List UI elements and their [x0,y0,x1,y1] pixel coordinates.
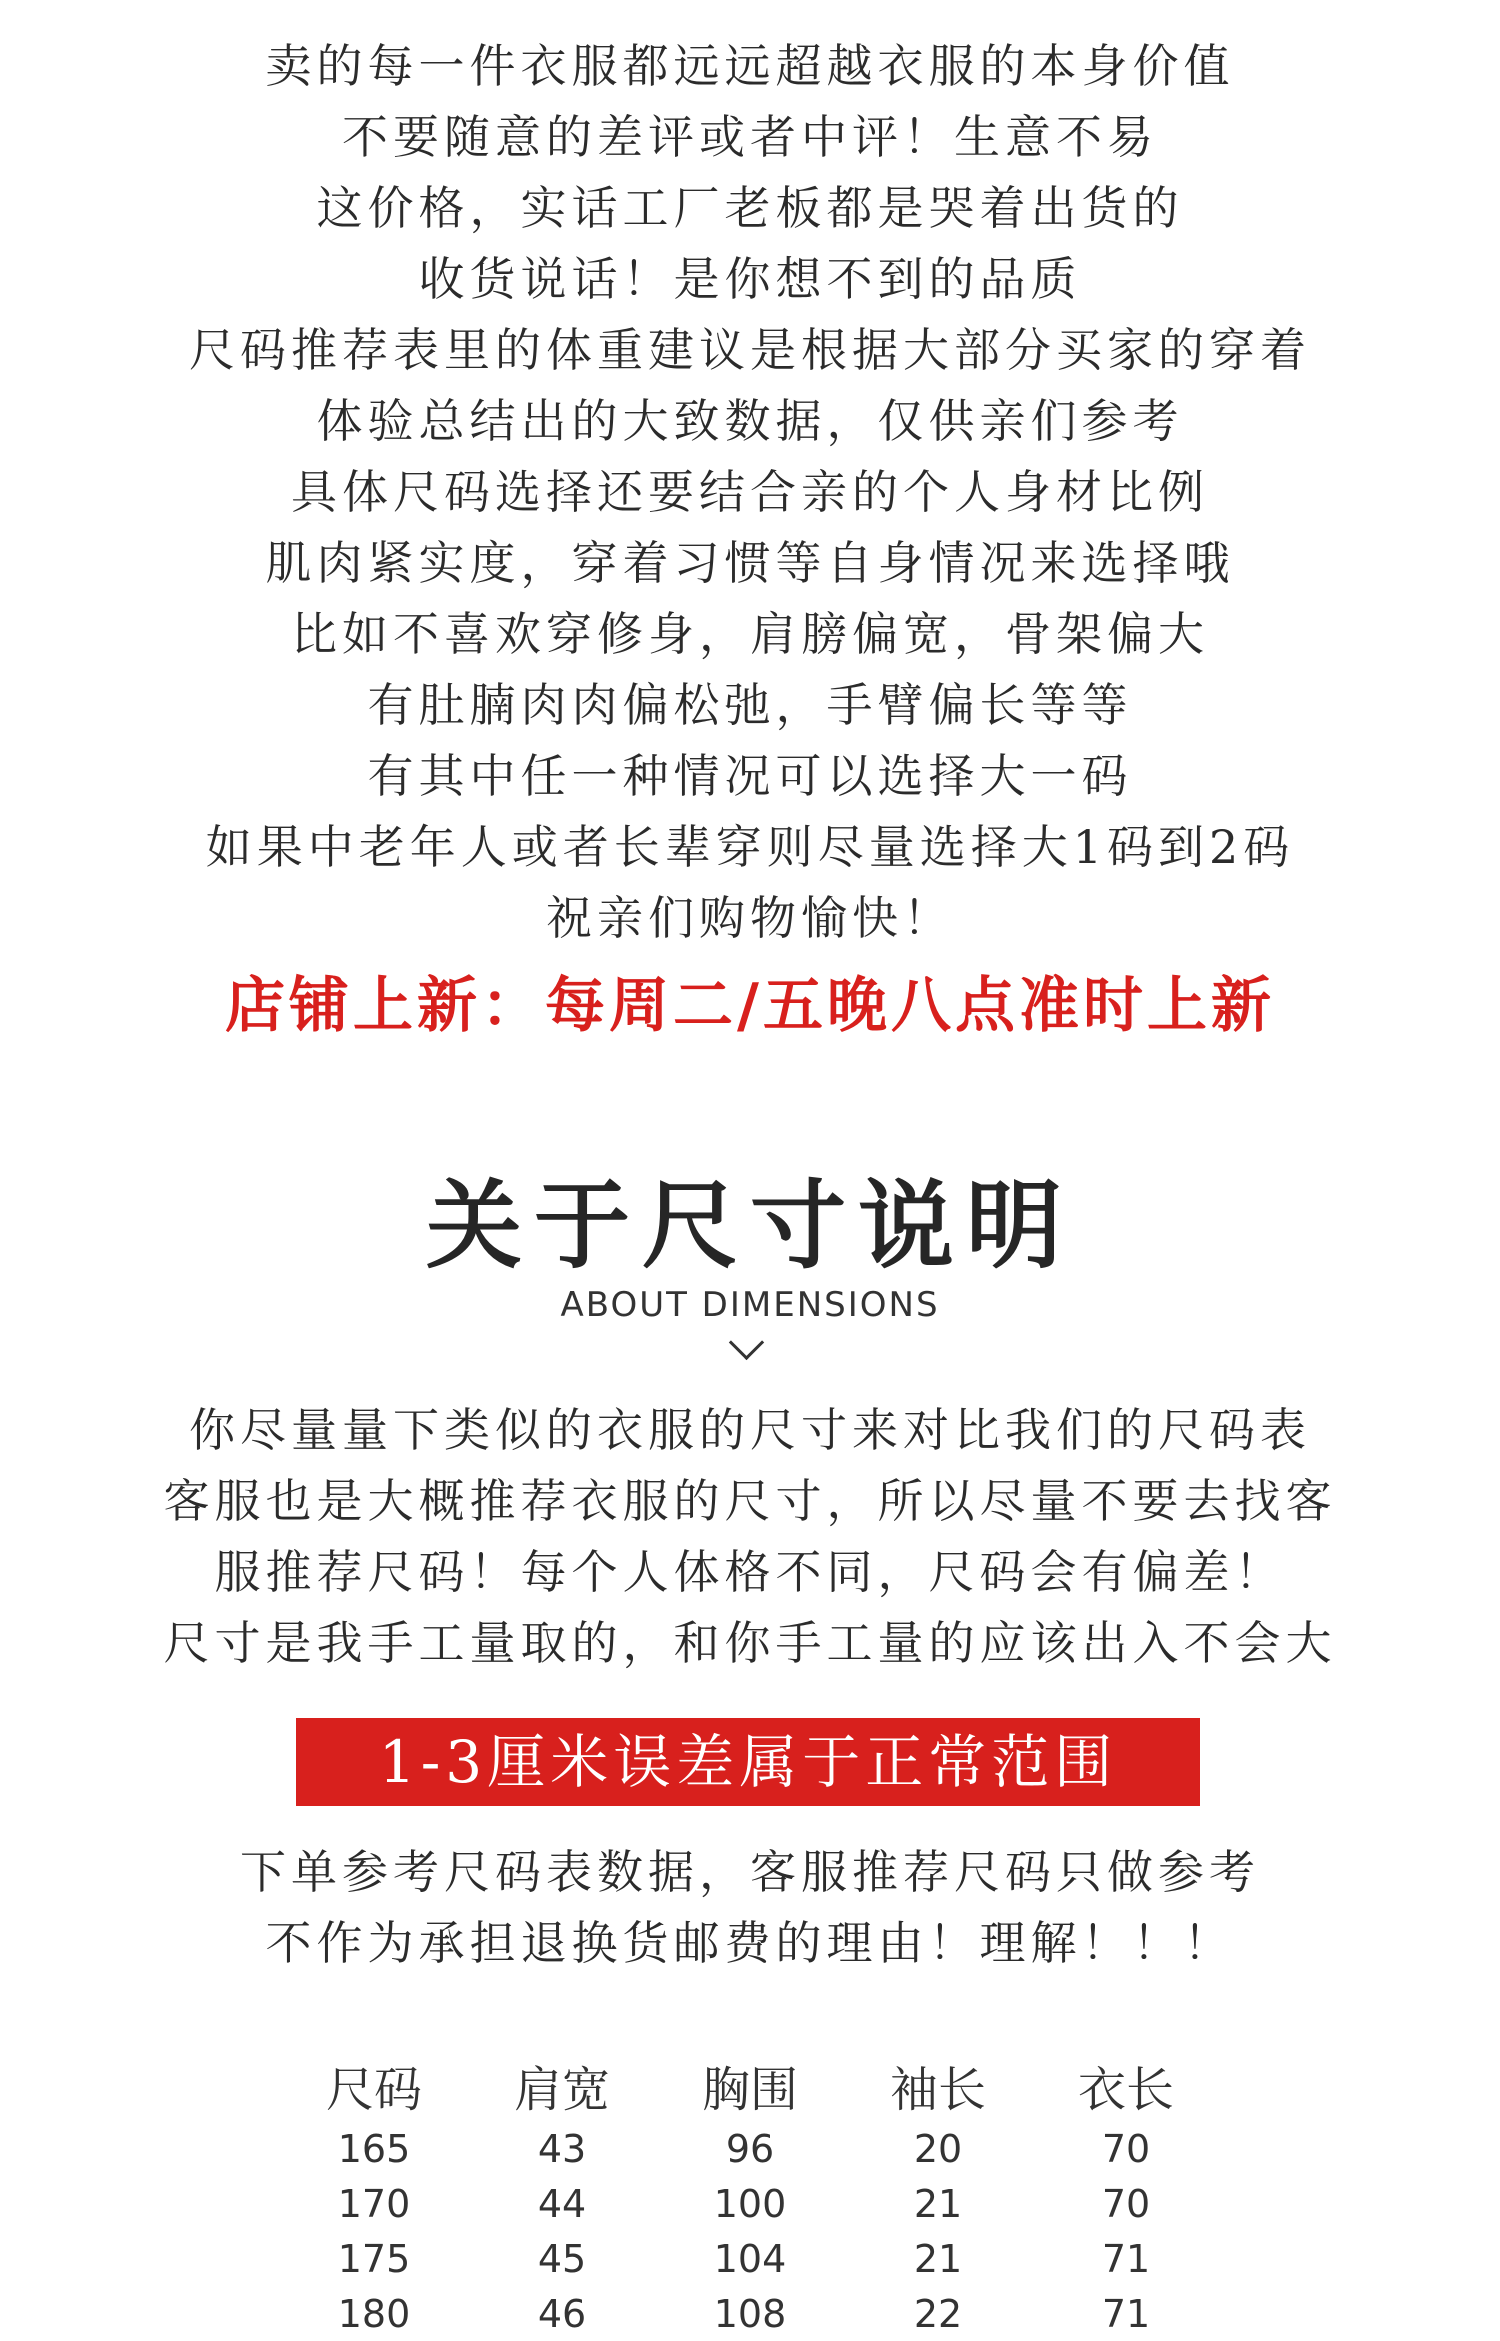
table-cell: 71 [1101,2236,1151,2281]
table-cell: 175 [337,2236,411,2281]
reference-line: 下单参考尺码表数据，客服推荐尺码只做参考 [240,1845,1260,1899]
table-cell: 44 [537,2181,587,2226]
column-header-shoulder: 肩宽 [513,2062,610,2118]
measure-line: 你尽量量下类似的衣服的尺寸来对比我们的尺码表 [189,1403,1311,1457]
table-cell: 104 [713,2236,787,2281]
cut-off-text-line [0,0,1500,16]
table-cell: 21 [913,2236,963,2281]
table-row [280,2176,1220,2231]
intro-line: 肌肉紧实度，穿着习惯等自身情况来选择哦 [265,536,1235,590]
table-cell: 46 [537,2291,587,2336]
table-cell: 180 [337,2291,411,2336]
table-cell: 21 [913,2181,963,2226]
measure-line: 客服也是大概推荐衣服的尺寸，所以尽量不要去找客 [163,1474,1337,1528]
table-row [280,2231,1220,2286]
column-header-chest: 胸围 [701,2062,798,2118]
intro-line: 卖的每一件衣服都远远超越衣服的本身价值 [265,39,1235,93]
table-cell: 20 [913,2126,963,2171]
store-new-arrival-notice: 店铺上新：每周二/五晚八点准时上新 [225,971,1275,1041]
intro-line: 具体尺码选择还要结合亲的个人身材比例 [291,465,1209,519]
table-row [280,2286,1220,2341]
reference-line: 不作为承担退换货邮费的理由！理解！！！ [265,1916,1235,1970]
intro-line: 这价格，实话工厂老板都是哭着出货的 [316,181,1184,235]
column-header-length: 衣长 [1077,2062,1174,2118]
table-cell: 71 [1101,2291,1151,2336]
table-cell: 108 [713,2291,787,2336]
table-cell: 70 [1101,2181,1151,2226]
size-chart-header-row [280,2050,1220,2121]
table-cell: 22 [913,2291,963,2336]
table-cell: 100 [713,2181,787,2226]
measure-line: 尺寸是我手工量取的，和你手工量的应该出入不会大 [163,1616,1337,1670]
table-cell: 170 [337,2181,411,2226]
section-title: 关于尺寸说明 [426,1170,1074,1282]
intro-line: 尺码推荐表里的体重建议是根据大部分买家的穿着 [189,323,1311,377]
table-cell: 43 [537,2126,587,2171]
column-header-sleeve: 袖长 [889,2062,986,2118]
size-chart-table [280,2050,1220,2341]
measure-line: 服推荐尺码！每个人体格不同，尺码会有偏差！ [214,1545,1286,1599]
section-subtitle: ABOUT DIMENSIONS [560,1285,940,1325]
column-header-size: 尺码 [325,2062,422,2118]
error-tolerance-banner: 1-3厘米误差属于正常范围 [296,1718,1200,1806]
intro-line: 有其中任一种情况可以选择大一码 [367,749,1133,803]
intro-line: 如果中老年人或者长辈穿则尽量选择大1码到2码 [205,820,1295,874]
intro-line: 收货说话！是你想不到的品质 [418,252,1082,306]
table-cell: 45 [537,2236,587,2281]
intro-line: 祝亲们购物愉快！ [546,891,954,945]
intro-line: 比如不喜欢穿修身，肩膀偏宽，骨架偏大 [291,607,1209,661]
chevron-down-icon [729,1325,764,1360]
table-row [280,2121,1220,2176]
intro-line: 不要随意的差评或者中评！生意不易 [342,110,1158,164]
intro-line: 有肚腩肉肉偏松弛，手臂偏长等等 [367,678,1133,732]
table-cell: 70 [1101,2126,1151,2171]
table-cell: 96 [725,2126,775,2171]
intro-line: 体验总结出的大致数据，仅供亲们参考 [316,394,1184,448]
table-cell: 165 [337,2126,411,2171]
